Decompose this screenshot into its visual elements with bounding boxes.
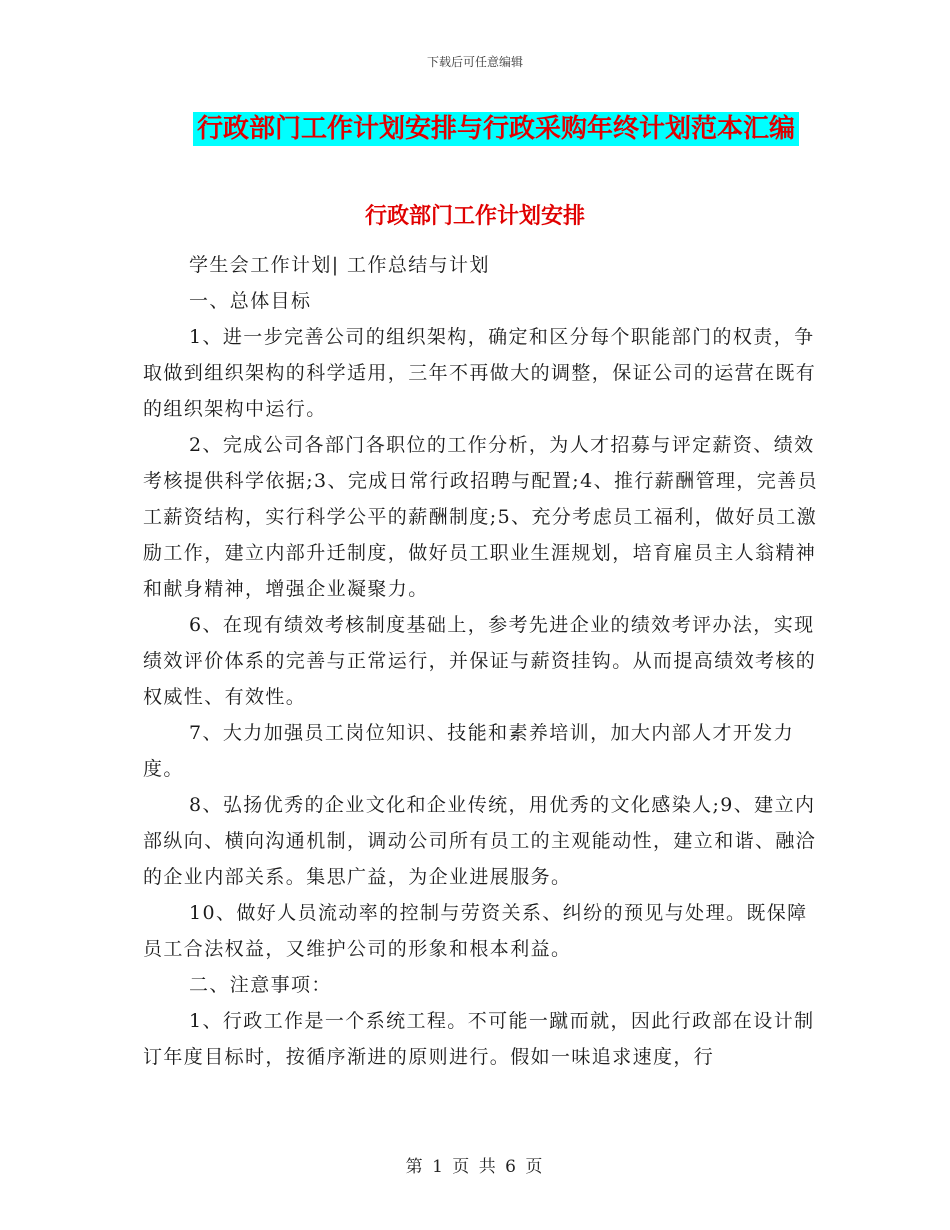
paragraph: 10、做好人员流动率的控制与劳资关系、纠纷的预见与处理。既保障员工合法权益，又维护公司的形象和根本利益。	[143, 902, 808, 960]
paragraph: 1、行政工作是一个系统工程。不可能一蹴而就，因此行政部在设计制订年度目标时，按循序渐进的原则进行。假如一味追求速度，行	[143, 1010, 815, 1068]
body-text	[143, 247, 823, 1075]
paragraph: 6、在现有绩效考核制度基础上，参考先进企业的绩效考评办法，实现绩效评价体系的完善与正常运行，并保证与薪资挂钩。从而提高绩效考核的权威性、有效性。	[143, 614, 817, 708]
paragraph: 一、总体目标	[189, 290, 312, 312]
header-note: 下载后可任意编辑	[426, 55, 523, 69]
paragraph: 7、大力加强员工岗位知识、技能和素养培训，加大内部人才开发力度。	[143, 722, 795, 780]
page-number: 第 1 页 共 6 页	[405, 1157, 545, 1177]
paragraph: 2、完成公司各部门各职位的工作分析，为人才招募与评定薪资、绩效考核提供科学依据;3、完成日常行政招聘与配置;4、推行薪酬管理，完善员工薪资结构，实行科学公平的薪酬制度;5、充分考虑员工福利，做好员工激励工作，建立内部升迁制度，做好员工职业生涯规划，培育雇员主人翁精神和献身精神，增强企业凝聚力。	[143, 434, 818, 600]
paragraph: 1、进一步完善公司的组织架构，确定和区分每个职能部门的权责，争取做到组织架构的科学适用，三年不再做大的调整，保证公司的运营在既有的组织架构中运行。	[143, 326, 817, 420]
paragraph: 学生会工作计划| 工作总结与计划	[189, 254, 490, 276]
document-title: 行政部门工作计划安排与行政采购年终计划范本汇编	[193, 112, 799, 146]
paragraph: 二、注意事项：	[189, 974, 332, 996]
paragraph: 8、弘扬优秀的企业文化和企业传统，用优秀的文化感染人;9、建立内部纵向、横向沟通机制，调动公司所有员工的主观能动性，建立和谐、融洽的企业内部关系。集思广益，为企业进展服务。	[143, 794, 817, 888]
section-title: 行政部门工作计划安排	[364, 203, 585, 229]
